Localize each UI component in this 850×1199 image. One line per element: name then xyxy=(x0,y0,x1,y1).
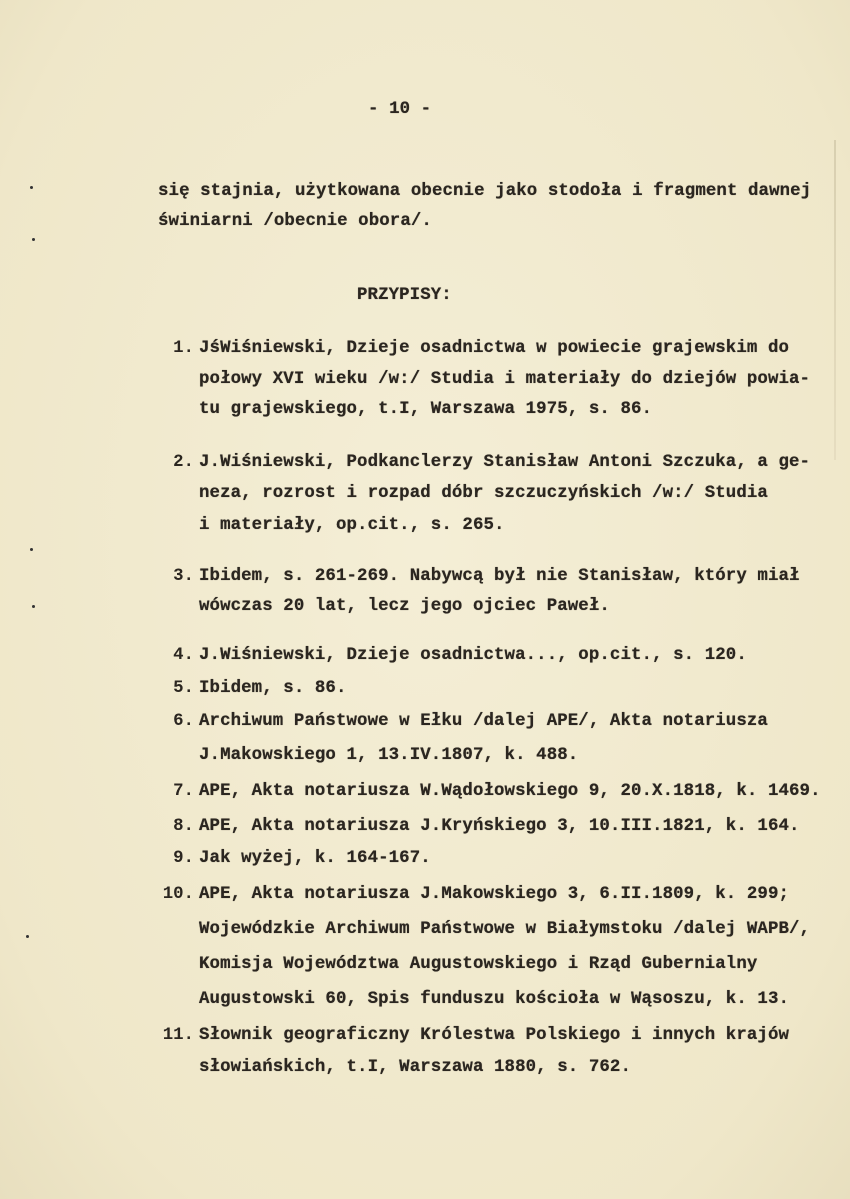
note-line: Ibidem, s. 261-269. Nabywcą był nie Stanisław, który miał xyxy=(199,567,800,586)
note-line: Wojewódzkie Archiwum Państwowe w Białymstoku /dalej WAPB/, xyxy=(199,920,811,939)
note-line: Archiwum Państwowe w Ełku /dalej APE/, Akta notariusza xyxy=(199,712,768,731)
note-line: Augustowski 60, Spis funduszu kościoła w Wąsoszu, k. 13. xyxy=(199,990,790,1009)
note-number: 1. xyxy=(173,339,194,358)
speck xyxy=(30,548,33,551)
page-number: - 10 - xyxy=(368,100,432,119)
note-line: słowiańskich, t.I, Warszawa 1880, s. 762. xyxy=(199,1058,631,1077)
note-line: Jak wyżej, k. 164-167. xyxy=(199,849,431,868)
note-line: APE, Akta notariusza J.Kryńskiego 3, 10.III.1821, k. 164. xyxy=(199,817,800,836)
note-number: 5. xyxy=(173,679,194,698)
speck xyxy=(32,238,35,241)
page-edge-shadow xyxy=(834,140,836,460)
note-line: J.Wiśniewski, Podkanclerzy Stanisław Antoni Szczuka, a ge- xyxy=(199,453,811,472)
note-line: wówczas 20 lat, lecz jego ojciec Paweł. xyxy=(199,597,610,616)
note-line: APE, Akta notariusza J.Makowskiego 3, 6.II.1809, k. 299; xyxy=(199,885,790,904)
note-line: neza, rozrost i rozpad dóbr szczuczyńskich /w:/ Studia xyxy=(199,484,768,503)
note-line: J.Makowskiego 1, 13.IV.1807, k. 488. xyxy=(199,746,579,765)
note-line: Komisja Województwa Augustowskiego i Rząd Gubernialny xyxy=(199,955,758,974)
note-line: Słownik geograficzny Królestwa Polskiego i innych krajów xyxy=(199,1026,790,1045)
note-line: APE, Akta notariusza W.Wądołowskiego 9, 20.X.1818, k. 1469. xyxy=(199,782,821,801)
note-number: 3. xyxy=(173,567,194,586)
note-number: 4. xyxy=(173,646,194,665)
note-line: połowy XVI wieku /w:/ Studia i materiały do dziejów powia- xyxy=(199,370,811,389)
notes-heading: PRZYPISY: xyxy=(357,286,452,305)
note-number: 6. xyxy=(173,712,194,731)
speck xyxy=(30,186,33,189)
note-line: i materiały, op.cit., s. 265. xyxy=(199,516,505,535)
note-number: 11. xyxy=(162,1026,194,1045)
intro-line: świniarni /obecnie obora/. xyxy=(158,212,432,231)
note-number: 10. xyxy=(162,885,194,904)
note-line: tu grajewskiego, t.I, Warszawa 1975, s. 86. xyxy=(199,400,653,419)
note-line: Ibidem, s. 86. xyxy=(199,679,347,698)
note-number: 8. xyxy=(173,817,194,836)
note-number: 2. xyxy=(173,453,194,472)
intro-line: się stajnia, użytkowana obecnie jako stodoła i fragment dawnej xyxy=(158,182,812,201)
speck xyxy=(32,605,35,608)
note-number: 7. xyxy=(173,782,194,801)
speck xyxy=(26,935,29,938)
note-number: 9. xyxy=(173,849,194,868)
note-line: JśWiśniewski, Dzieje osadnictwa w powiecie grajewskim do xyxy=(199,339,790,358)
note-line: J.Wiśniewski, Dzieje osadnictwa..., op.cit., s. 120. xyxy=(199,646,747,665)
